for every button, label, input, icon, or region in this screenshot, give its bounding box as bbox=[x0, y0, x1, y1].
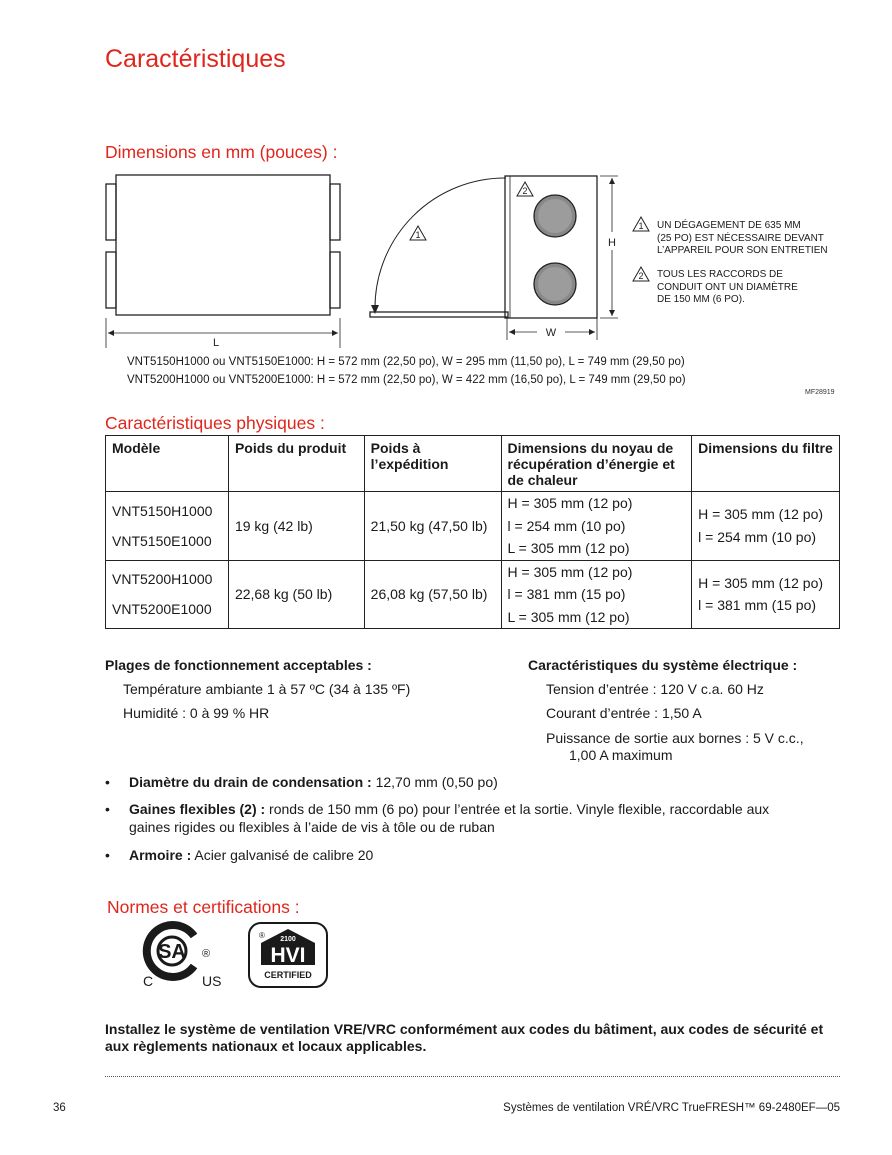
table-header-row bbox=[106, 436, 840, 492]
col-header-core: Dimensions du noyau de récupération d’énergie et de chaleur bbox=[501, 436, 692, 492]
filter-cell: H = 305 mm (12 po) l = 381 mm (15 po) bbox=[692, 560, 840, 629]
electrical-heading: Caractéristiques du système électrique : bbox=[528, 657, 798, 673]
operating-heading: Plages de fonctionnement acceptables : bbox=[105, 657, 372, 673]
electrical-output-1: Puissance de sortie aux bornes : 5 V c.c., bbox=[546, 730, 804, 746]
filter-cell: H = 305 mm (12 po) l = 254 mm (10 po) bbox=[692, 492, 840, 561]
label-w: W bbox=[545, 327, 557, 339]
marker-2-side: 2 bbox=[522, 186, 528, 196]
label-h: H bbox=[608, 237, 616, 249]
col-header-model: Modèle bbox=[106, 436, 229, 492]
install-note: Installez le système de ventilation VRE/VRC conformément aux codes du bâtiment, aux codes de sécurité et aux règlements nationaux et locaux applicables. bbox=[105, 1021, 824, 1054]
dimension-drawing bbox=[100, 168, 845, 358]
hvi-certified-logo bbox=[247, 921, 329, 989]
certifications-heading: Normes et certifications : bbox=[107, 897, 300, 917]
shipping-cell: 21,50 kg (47,50 lb) bbox=[364, 492, 501, 561]
page-title: Caractéristiques bbox=[105, 45, 286, 73]
physical-specs-table bbox=[105, 435, 840, 629]
shipping-cell: 26,08 kg (57,50 lb) bbox=[364, 560, 501, 629]
weight-cell: 19 kg (42 lb) bbox=[228, 492, 364, 561]
table-row bbox=[106, 492, 840, 561]
electrical-current: Courant d’entrée : 1,50 A bbox=[546, 705, 702, 721]
svg-text:SA: SA bbox=[158, 941, 186, 963]
operating-humidity: Humidité : 0 à 99 % HR bbox=[123, 705, 270, 721]
physical-heading: Caractéristiques physiques : bbox=[105, 413, 325, 433]
hvi-certified: CERTIFIED bbox=[264, 970, 312, 980]
divider bbox=[105, 1076, 840, 1077]
csa-us-label: US bbox=[202, 973, 222, 989]
hvi-mark: HVI bbox=[270, 944, 306, 967]
csa-logo bbox=[140, 920, 230, 992]
label-l: L bbox=[213, 337, 220, 349]
bullet-drain: • Diamètre du drain de condensation : 12,70 mm (0,50 po) bbox=[105, 774, 498, 790]
note-1: UN DÉGAGEMENT DE 635 MM (25 PO) EST NÉCESSAIRE DEVANT L’APPAREIL POUR SON ENTRETIEN bbox=[657, 220, 828, 256]
model-cell: VNT5200H1000 VNT5200E1000 bbox=[106, 560, 229, 629]
electrical-output-2: 1,00 A maximum bbox=[569, 747, 673, 763]
operating-temperature: Température ambiante 1 à 57 ºC (34 à 135 ºF) bbox=[123, 681, 411, 697]
dimension-line-vnt5150: VNT5150H1000 ou VNT5150E1000: H = 572 mm (22,50 po), W = 295 mm (11,50 po), L = 749 mm (29,50 po) bbox=[127, 356, 685, 368]
core-cell: H = 305 mm (12 po) l = 254 mm (10 po) L = 305 mm (12 po) bbox=[501, 492, 692, 561]
electrical-voltage: Tension d’entrée : 120 V c.a. 60 Hz bbox=[546, 681, 764, 697]
model-cell: VNT5150H1000 VNT5150E1000 bbox=[106, 492, 229, 561]
figure-code: MF28919 bbox=[805, 389, 835, 396]
csa-c-label: C bbox=[143, 973, 154, 989]
hvi-2100: 2100 bbox=[280, 936, 296, 943]
col-header-weight: Poids du produit bbox=[228, 436, 364, 492]
front-view bbox=[106, 175, 340, 348]
col-header-shipping: Poids à l’expédition bbox=[364, 436, 501, 492]
side-view bbox=[370, 176, 618, 340]
hvi-registered-mark: ® bbox=[259, 931, 265, 940]
bullet-cabinet: • Armoire : Acier galvanisé de calibre 20 bbox=[105, 847, 374, 863]
footer-text: Systèmes de ventilation VRÉ/VRC TrueFRESH™ 69-2480EF—05 bbox=[503, 1102, 840, 1114]
dimension-line-vnt5200: VNT5200H1000 ou VNT5200E1000: H = 572 mm (22,50 po), W = 422 mm (16,50 po), L = 749 mm (29,50 po) bbox=[127, 374, 686, 386]
marker-2-note: 2 bbox=[638, 271, 644, 281]
note-2: TOUS LES RACCORDS DE CONDUIT ONT UN DIAMÈTRE DE 150 MM (6 PO). bbox=[657, 269, 798, 305]
bullet-dot: • bbox=[105, 847, 110, 863]
col-header-filter: Dimensions du filtre bbox=[692, 436, 840, 492]
bullet-dot: • bbox=[105, 774, 110, 790]
csa-registered-mark: ® bbox=[202, 948, 211, 960]
page-number: 36 bbox=[53, 1102, 66, 1114]
weight-cell: 22,68 kg (50 lb) bbox=[228, 560, 364, 629]
core-cell: H = 305 mm (12 po) l = 381 mm (15 po) L = 305 mm (12 po) bbox=[501, 560, 692, 629]
table-row bbox=[106, 560, 840, 629]
bullet-flex-ducts: • Gaines flexibles (2) : ronds de 150 mm (6 po) pour l’entrée et la sortie. Vinyle flexible, raccordable aux gaines rigides ou flexibles à l’aide de vis à tôle ou de ruban bbox=[105, 801, 770, 835]
marker-1-front: 1 bbox=[415, 230, 421, 240]
dimensions-heading: Dimensions en mm (pouces) : bbox=[105, 142, 338, 162]
bullet-dot: • bbox=[105, 801, 110, 817]
marker-1-note: 1 bbox=[638, 221, 644, 231]
